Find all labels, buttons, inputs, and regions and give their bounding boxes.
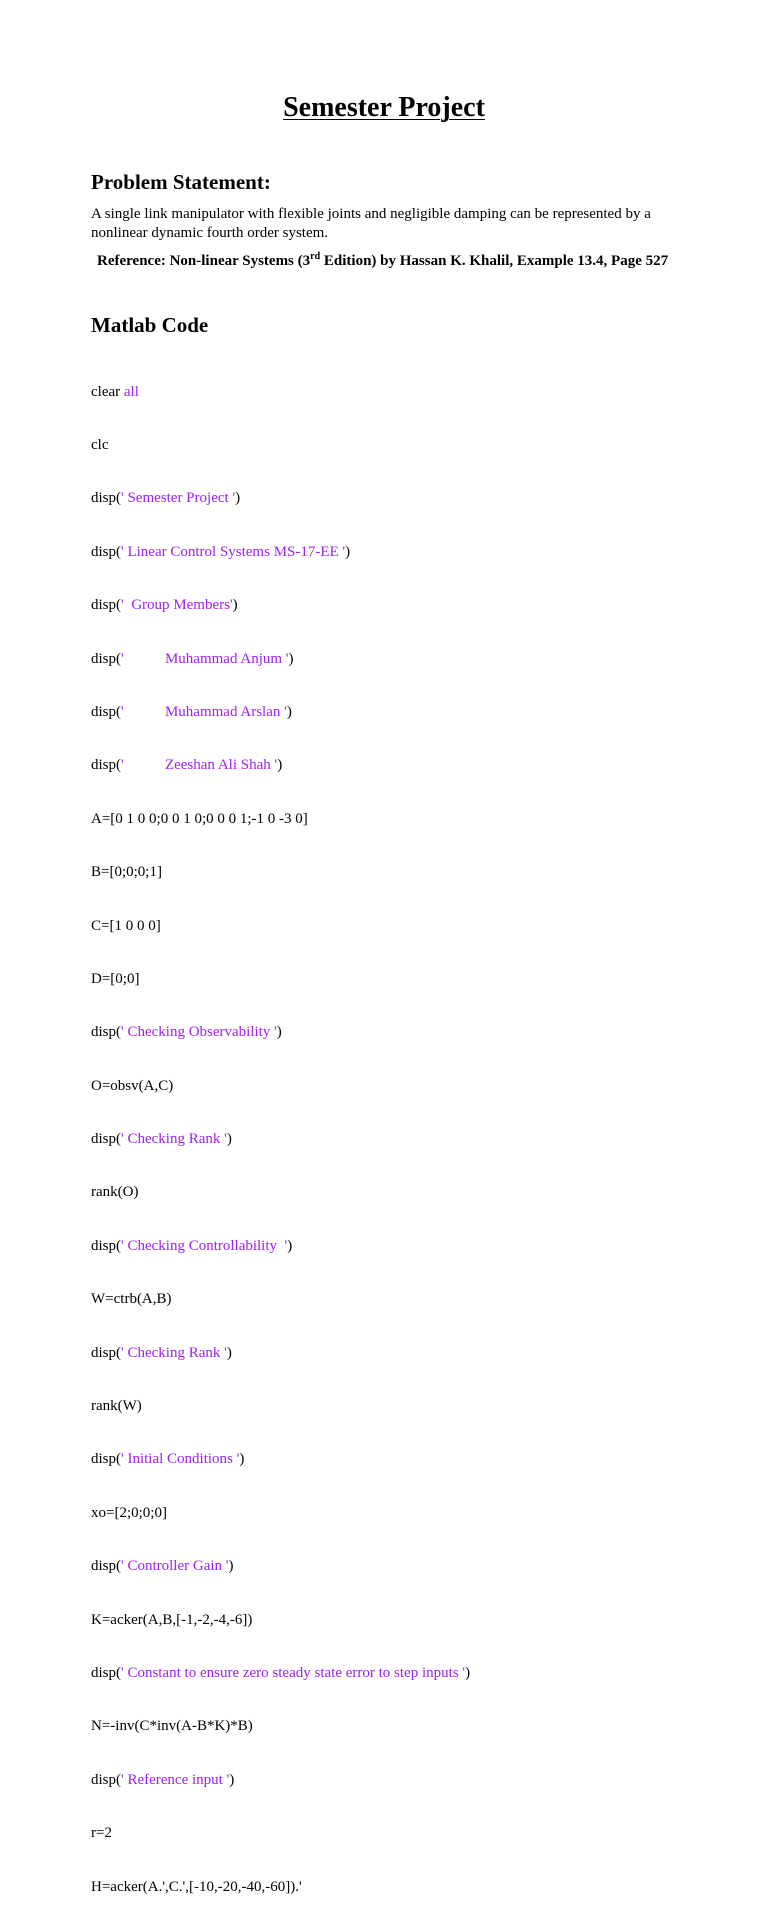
code-text: disp( [91,1451,121,1468]
code-line [91,384,470,402]
code-text: ) [228,1558,234,1575]
code-line [91,544,470,562]
code-string: ' Semester Project ' [121,490,236,507]
code-line: B=[0;0;0;1] [91,864,162,881]
code-string: ' Constant to ensure zero steady state error to step inputs ' [121,1664,466,1681]
code-string: ' Checking Observability ' [121,1024,277,1041]
code-line: clc [91,436,109,453]
code-line: C=[1 0 0 0] [91,917,161,934]
code-text: disp( [91,490,121,507]
reference-superscript: rd [310,251,321,262]
code-text: disp( [91,703,121,720]
code-text: ) [229,1771,235,1788]
code-string: ' Zeeshan Ali Shah ' [121,757,278,774]
code-line [91,1131,470,1149]
code-text: disp( [91,757,121,774]
code-string: ' Muhammad Arslan ' [121,703,287,720]
code-text: disp( [91,1024,121,1041]
code-text: ) [286,703,292,720]
code-text: ) [232,597,238,614]
code-line: N=-inv(C*inv(A-B*K)*B) [91,1718,253,1735]
code-text: disp( [91,543,121,560]
code-text: disp( [91,1131,121,1148]
code-text: clear [91,383,124,400]
code-string: ' Controller Gain ' [121,1558,229,1575]
code-text: ) [235,490,241,507]
code-string: ' Checking Rank ' [121,1344,227,1361]
code-line: O=obsv(A,C) [91,1077,174,1094]
code-line [91,1024,470,1042]
code-text: disp( [91,650,121,667]
code-text: ) [345,543,351,560]
code-keyword: all [123,383,139,400]
code-text: ) [288,650,294,667]
reference-text-rest: Edition) by Hassan K. Khalil, Example 13.4, Page 527 [320,253,669,269]
code-line: D=[0;0] [91,970,140,987]
code-line [91,651,470,669]
code-line: rank(W) [91,1398,142,1415]
problem-statement-text: A single link manipulator with flexible joints and negligible damping can be represented by a nonlinear dynamic fourth order system. [91,206,651,241]
code-line [91,1558,470,1576]
code-text: ) [277,757,283,774]
matlab-code-block [91,348,470,1932]
code-line: rank(O) [91,1184,139,1201]
code-text: ) [226,1344,232,1361]
code-line [91,1238,470,1256]
code-line: xo=[2;0;0;0] [91,1504,167,1521]
code-string: ' Checking Rank ' [121,1131,227,1148]
code-text: ) [239,1451,245,1468]
code-string: ' Muhammad Anjum ' [121,650,289,667]
code-line [91,597,470,615]
code-line [91,1451,470,1469]
code-text: ) [465,1664,471,1681]
code-line [91,490,470,508]
code-text: disp( [91,1558,121,1575]
code-text: disp( [91,597,121,614]
code-text: ) [287,1237,293,1254]
code-string: ' Linear Control Systems MS-17-EE ' [121,543,346,560]
code-line: H=acker(A.',C.',[-10,-20,-40,-60]).' [91,1878,302,1895]
code-line [91,1345,470,1363]
reference-line [97,253,668,270]
code-string: ' Group Members' [121,597,233,614]
code-string: ' Initial Conditions ' [121,1451,240,1468]
code-line: W=ctrb(A,B) [91,1291,172,1308]
page-title: Semester Project [283,92,485,123]
code-line [91,1665,470,1683]
code-string: ' Reference input ' [121,1771,230,1788]
code-text: disp( [91,1664,121,1681]
problem-statement-heading: Problem Statement: [91,170,271,194]
code-line [91,757,470,775]
code-line [91,1772,470,1790]
code-line [91,704,470,722]
code-text: disp( [91,1771,121,1788]
matlab-code-heading: Matlab Code [91,313,209,337]
code-line: K=acker(A,B,[-1,-2,-4,-6]) [91,1611,253,1628]
code-line: A=[0 1 0 0;0 0 1 0;0 0 0 1;-1 0 -3 0] [91,810,308,827]
code-text: disp( [91,1237,121,1254]
code-text: disp( [91,1344,121,1361]
code-text: ) [226,1131,232,1148]
code-line: r=2 [91,1825,112,1842]
code-text: ) [276,1024,282,1041]
reference-text: Reference: Non-linear Systems (3 [97,253,311,269]
code-string: ' Checking Controllability ' [121,1237,288,1254]
